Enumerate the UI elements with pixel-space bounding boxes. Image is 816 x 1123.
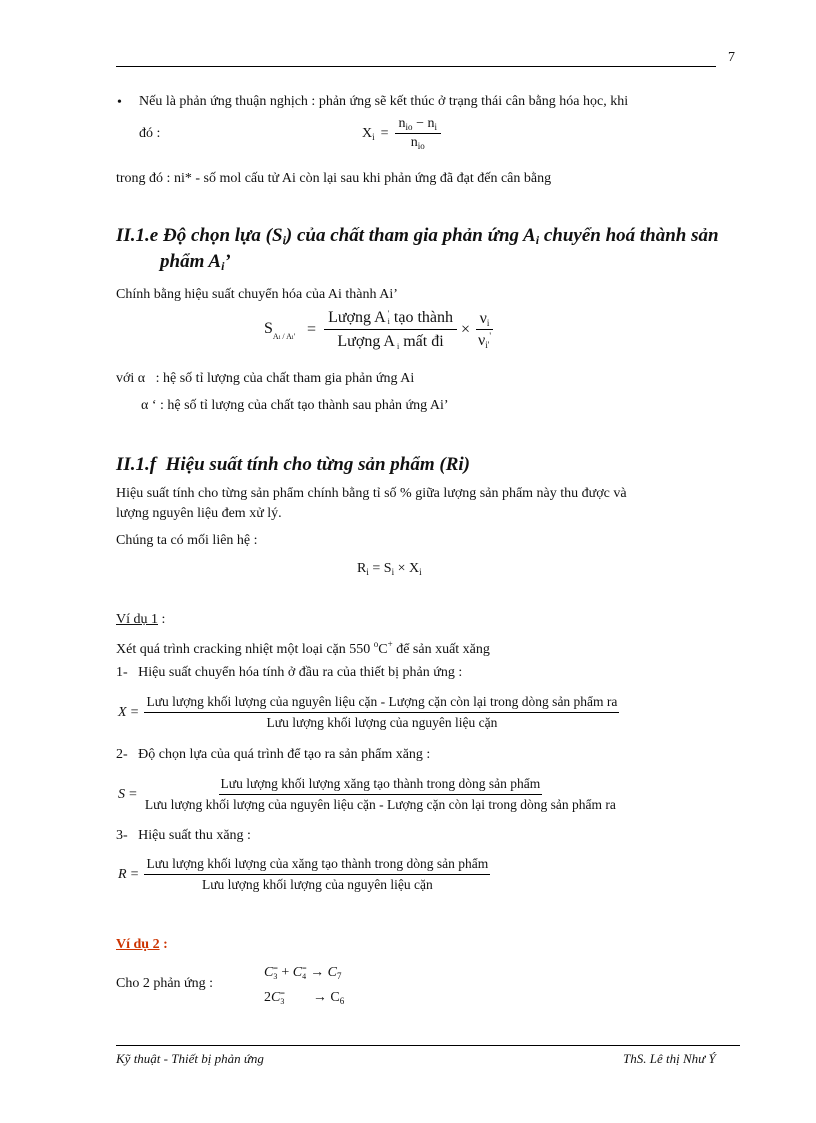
example1-item1: 1- Hiệu suất chuyển hóa tính ở đầu ra của thiết bị phản ứng : — [116, 665, 463, 680]
f1-eq: = — [130, 704, 139, 720]
selectivity-numerator: Lượng A ' i tạo thành — [324, 309, 457, 330]
example1-formula-s — [118, 776, 618, 813]
nu-fraction — [474, 310, 495, 350]
example1-item2: 2- Độ chọn lựa của quá trình để tạo ra sản phẩm xăng : — [116, 747, 431, 762]
f2-fraction — [143, 776, 618, 813]
formula-eq: = — [380, 125, 389, 141]
section-f-para-line2: lượng nguyên liệu đem xử lý. — [116, 506, 282, 521]
f1-denominator: Lưu lượng khối lượng của nguyên liệu cặn — [266, 715, 498, 730]
para1-line2: đó : — [139, 126, 161, 141]
f3-eq: = — [130, 866, 139, 882]
example1-formula-x — [118, 694, 619, 731]
f3-lhs: R — [118, 866, 127, 882]
heading-section-e-line1: II.1.e Độ chọn lựa (Si) của chất tham gia phản ứng Ai chuyển hoá thành sản — [116, 225, 719, 247]
yield-formula: $R_i = S_i \times X_i$ — [357, 561, 422, 577]
example2-intro: Cho 2 phản ứng : — [116, 976, 214, 991]
selectivity-formula — [264, 309, 495, 351]
f1-lhs: X — [118, 704, 127, 720]
selectivity-denominator: Lượng A i mất đi — [337, 333, 444, 351]
example1-title: Ví dụ 1 : — [116, 612, 166, 627]
header-rule — [116, 66, 716, 67]
f2-lhs: S — [118, 786, 125, 802]
bullet-icon: • — [117, 95, 122, 110]
f2-numerator: Lưu lượng khối lượng xăng tạo thành trong dòng sản phẩm — [219, 776, 543, 795]
selectivity-eq: = — [307, 321, 317, 338]
para1-line1: Nếu là phản ứng thuận nghịch : phản ứng sẽ kết thúc ở trạng thái cân bằng hóa học, khi — [139, 94, 629, 109]
f2-eq: = — [129, 786, 137, 802]
example2-title: Ví dụ 2 : — [116, 937, 168, 952]
alpha-prime-line: α ‘ : hệ số tỉ lượng của chất tạo thành sau phản ứng Ai’ — [141, 398, 449, 413]
footer-left: Kỹ thuật - Thiết bị phản ứng — [116, 1051, 264, 1066]
f3-fraction — [144, 856, 490, 893]
reaction-1: C = 3 + C = 4 → $C_7$ — [264, 964, 342, 982]
page-number: 7 — [728, 50, 735, 65]
example1-formula-r — [118, 856, 490, 893]
section-f-relation: Chúng ta có mối liên hệ : — [116, 533, 258, 548]
f3-denominator: Lưu lượng khối lượng của nguyên liệu cặn — [201, 877, 433, 892]
f1-fraction — [144, 694, 619, 731]
formula-fraction — [395, 116, 441, 151]
conversion-formula — [362, 116, 441, 151]
example1-intro: Xét quá trình cracking nhiệt một loại cặn 550 $^o$C+ để sản xuất xăng — [116, 639, 490, 657]
selectivity-lhs: $S_{Ai / Ai'}$ — [264, 319, 296, 341]
formula-lhs: $X_i$ — [362, 125, 375, 142]
reaction-2: 2C = 3 → $C_6$ — [264, 989, 345, 1007]
nu-denominator: $\nu_{i'}'$ — [478, 331, 491, 350]
section-f-para-line1: Hiệu suất tính cho từng sản phẩm chính bằng tỉ số % giữa lượng sản phẩm này thu được và — [116, 486, 627, 501]
heading-section-f: II.1.f Hiệu suất tính cho từng sản phẩm (Ri) — [116, 454, 470, 475]
formula-denominator: $n_{io}$ — [410, 135, 425, 151]
selectivity-times: × — [460, 321, 471, 338]
para1-note: trong đó : ni* - số mol cấu tử Ai còn lại sau khi phản ứng đã đạt đến cân bằng — [116, 171, 552, 186]
with-alpha-line: với α : hệ số tỉ lượng của chất tham gia phản ứng Ai — [116, 371, 415, 386]
footer-rule — [116, 1045, 740, 1046]
f3-numerator: Lưu lượng khối lượng của xăng tạo thành trong dòng sản phẩm — [144, 856, 490, 875]
example1-item3: 3- Hiệu suất thu xăng : — [116, 828, 251, 843]
formula-numerator: $n_{io} - n_i$ — [395, 116, 441, 134]
heading-section-e-line2: phẩm Ai’ — [160, 251, 231, 273]
selectivity-fraction — [324, 309, 457, 351]
nu-numerator: $\nu_i$ — [476, 310, 494, 330]
footer-right: ThS. Lê thị Như Ý — [623, 1051, 716, 1066]
section-e-intro: Chính bằng hiệu suất chuyển hóa của Ai thành Ai’ — [116, 287, 398, 302]
f1-numerator: Lưu lượng khối lượng của nguyên liệu cặn - Lượng cặn còn lại trong dòng sản phẩm ra — [144, 694, 619, 713]
f2-denominator: Lưu lượng khối lượng của nguyên liệu cặn - Lượng cặn còn lại trong dòng sản phẩm ra — [144, 797, 616, 812]
